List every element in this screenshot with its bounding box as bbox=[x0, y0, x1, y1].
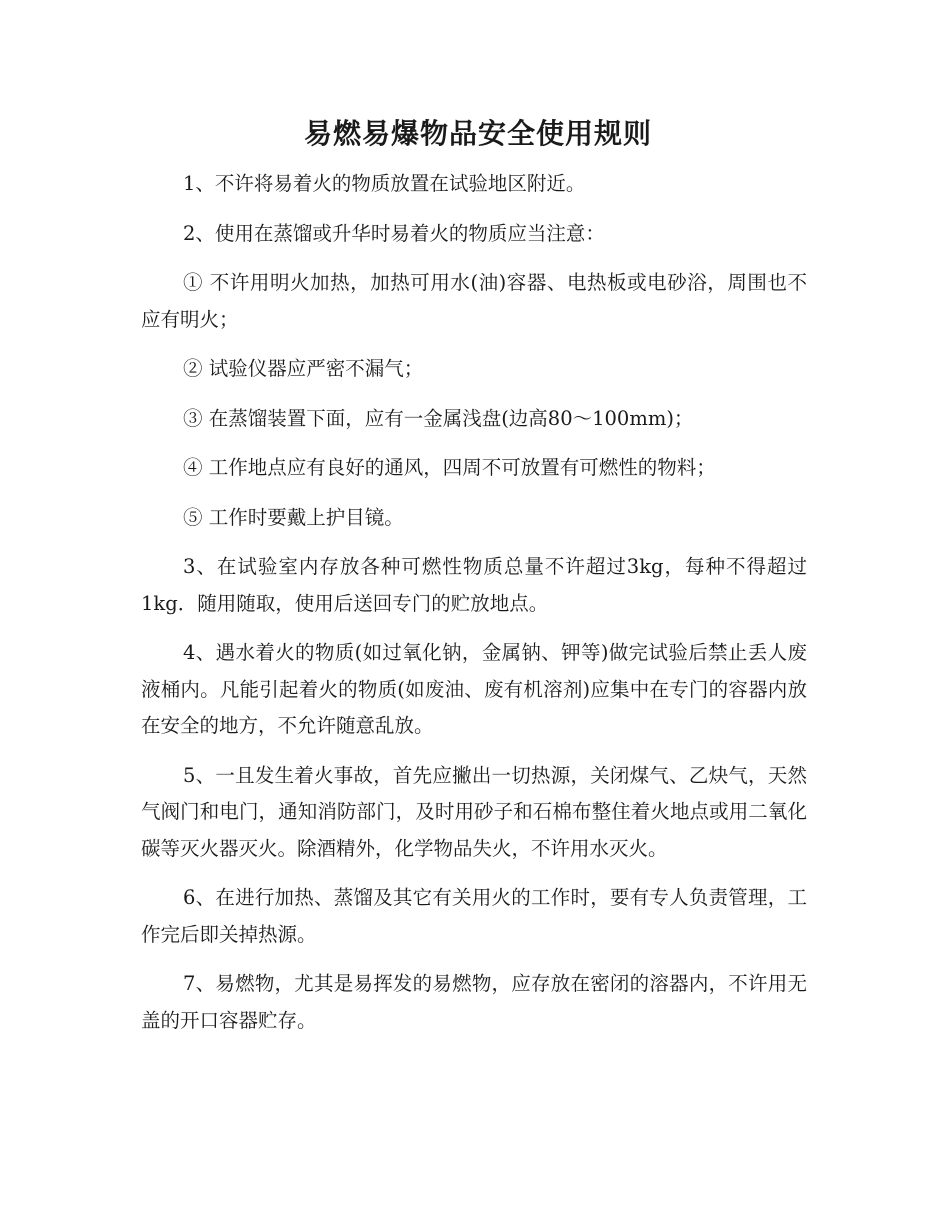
title-spacer bbox=[141, 156, 807, 166]
rule-3: 3、在试验室内存放各种可燃性物质总量不许超过3kg，每种不得超过1kg．随用随取，使用后送回专门的贮放地点。 bbox=[141, 555, 807, 615]
rule-2-item-5: ⑤ 工作时要戴上护目镜。 bbox=[183, 505, 404, 529]
document-page bbox=[141, 112, 807, 1039]
rule-7: 7、易燃物，尤其是易挥发的易燃物，应存放在密闭的溶器内，不许用无盖的开口容器贮存。 bbox=[141, 972, 807, 1032]
rule-2-item-1: ① 不许用明火加热，加热可用水(油)容器、电热板或电砂浴，周围也不应有明火； bbox=[141, 271, 807, 331]
rule-2-item-3: ③ 在蒸馏装置下面，应有一金属浅盘(边高80～100mm)； bbox=[183, 406, 694, 430]
rule-4: 4、遇水着火的物质(如过氧化钠，金属钠、钾等)做完试验后禁止丢人废液桶内。凡能引起着火的物质(如废油、废有机溶剂)应集中在专门的容器内放在安全的地方，不允许随意乱放。 bbox=[141, 641, 807, 737]
document-title: 易燃易爆物品安全使用规则 bbox=[303, 117, 652, 150]
rule-1: 1、不许将易着火的物质放置在试验地区附近。 bbox=[183, 172, 586, 195]
rule-6: 6、在进行加热、蒸馏及其它有关用火的工作时，要有专人负责管理，工作完后即关掉热源。 bbox=[141, 886, 807, 946]
rule-2-item-2: ② 试验仪器应严密不漏气； bbox=[183, 357, 424, 380]
rule-2-item-4: ④ 工作地点应有良好的通风，四周不可放置有可燃性的物料； bbox=[183, 456, 716, 479]
rule-5: 5、一且发生着火事故，首先应撇出一切热源，关闭煤气、乙炔气，天然气阀门和电门，通知消防部门，及时用砂子和石棉布整住着火地点或用二氧化碳等灭火器灭火。除酒精外，化学物品失火，不许用水灭火。 bbox=[141, 763, 807, 860]
rule-2: 2、使用在蒸馏或升华时易着火的物质应当注意： bbox=[183, 221, 605, 245]
